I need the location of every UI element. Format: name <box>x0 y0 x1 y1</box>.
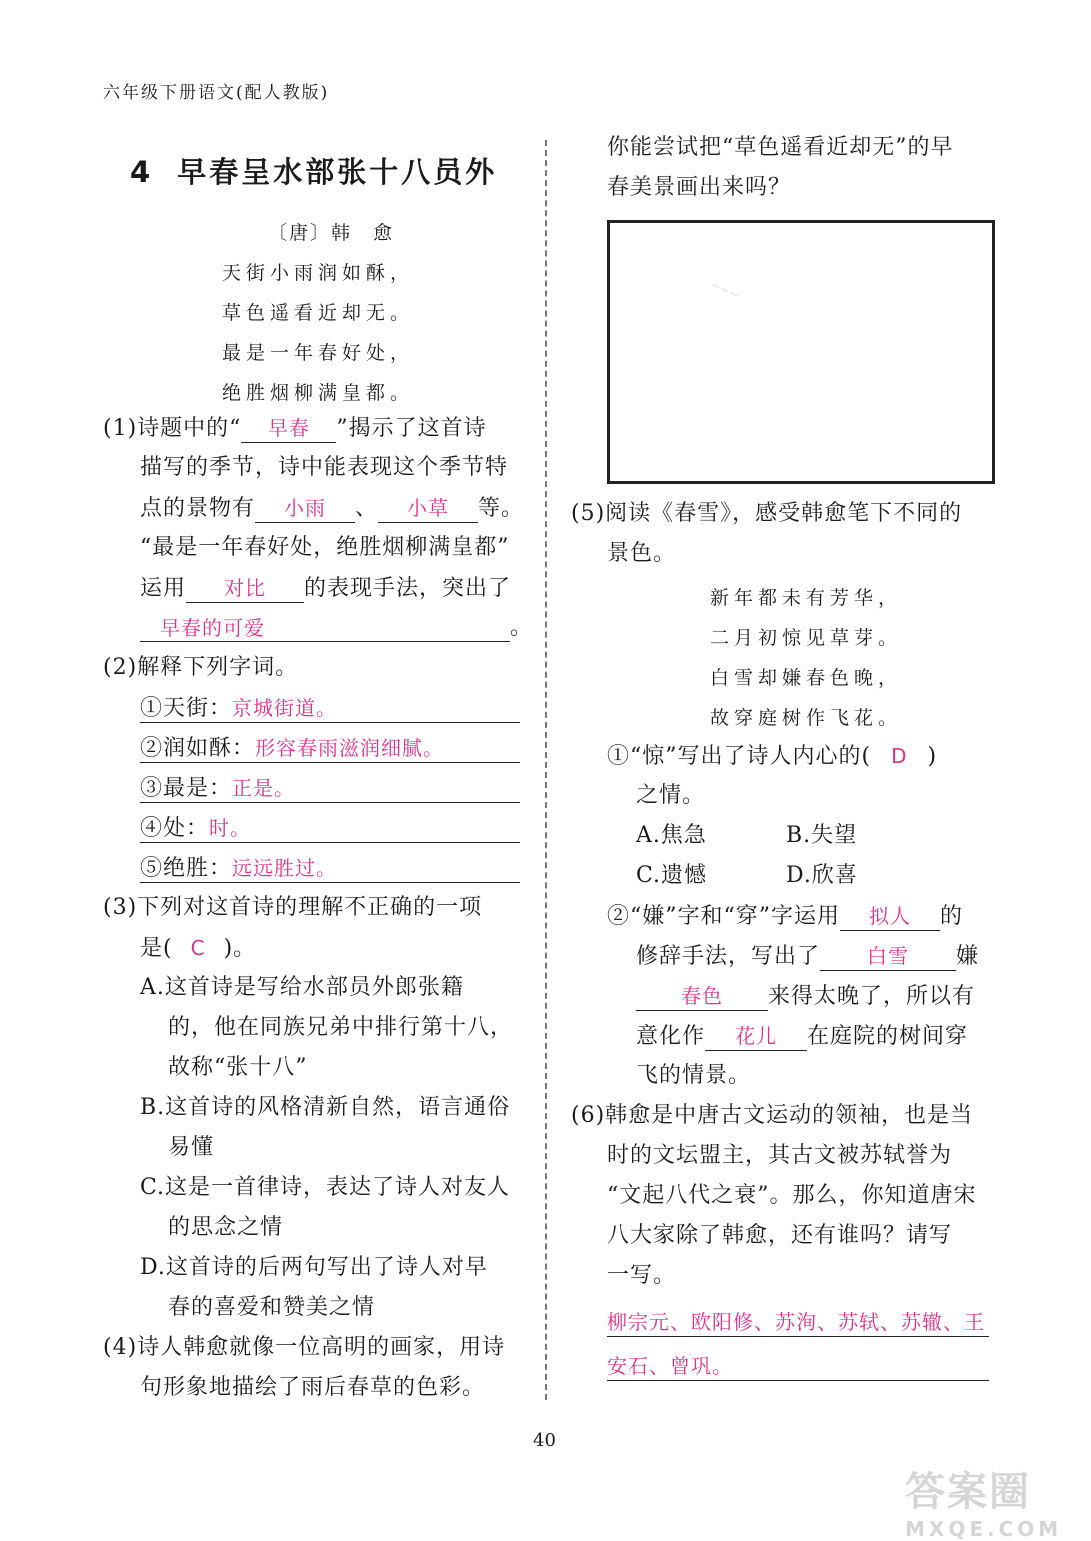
poem-line: 新年都未有芳华， <box>710 587 903 609</box>
q3-option: C.这是一首律诗，表达了诗人对友人 <box>140 1175 511 1200</box>
q2-item: ①天街：京城街道。 <box>140 694 520 723</box>
q1-answer-blank: 早春的可爱 <box>140 614 510 642</box>
q3-line: 是( C )。 <box>140 936 257 961</box>
poem-line: 天街小雨润如酥， <box>222 262 415 284</box>
q5-line: 景色。 <box>607 541 677 566</box>
q1-line: 早春的可爱 。 <box>140 614 533 642</box>
q4-line: (4)诗人韩愈就像一位高明的画家，用诗 <box>103 1335 506 1360</box>
watermark-logo: 答案圈 MXQE.COM <box>905 1469 1063 1541</box>
q1-answer-blank: 早春 <box>241 414 336 443</box>
poem-line: 故穿庭树作飞花。 <box>710 707 903 729</box>
q5-answer: D <box>891 744 908 768</box>
q6-answer-line: 柳宗元、欧阳修、苏洵、苏轼、苏辙、王 <box>607 1308 989 1337</box>
q2-item: ⑤绝胜：远远胜过。 <box>140 854 520 883</box>
q4-line: 句形象地描绘了雨后春草的色彩。 <box>140 1375 486 1400</box>
q1-line: “最是一年春好处，绝胜烟柳满皇都” <box>140 535 510 560</box>
lesson-title <box>130 150 497 191</box>
q1-answer-blank: 对比 <box>186 574 304 603</box>
poem-line: 最是一年春好处， <box>222 342 415 364</box>
q5-answer-blank: 拟人 <box>840 902 940 931</box>
q3-line: (3)下列对这首诗的理解不正确的一项 <box>103 895 483 920</box>
lesson-title-text: 早春呈水部张十八员外 <box>177 155 498 189</box>
q5-line: ②“嫌”字和“穿”字运用 拟人 的 <box>607 904 964 929</box>
q6-line: “文起八代之衰”。那么，你知道唐宋 <box>607 1183 977 1208</box>
q3-option: B.这首诗的风格清新自然，语言通俗 <box>140 1095 511 1120</box>
q5-answer-blank: 白雪 <box>820 942 956 971</box>
q5-answer-blank: 春色 <box>636 982 768 1011</box>
column-divider <box>545 140 547 1400</box>
q6-answer-line: 安石、曾巩。 <box>607 1352 989 1381</box>
q1-line: (1)诗题中的“ 早春 ”揭示了这首诗 <box>103 416 487 441</box>
q3-option: 的思念之情 <box>168 1215 284 1240</box>
q5-line: 飞的情景。 <box>636 1063 752 1088</box>
pencil-mark: ~~~ <box>708 277 742 303</box>
poem-line: 草色遥看近却无。 <box>222 302 415 324</box>
q3-option: 故称“张十八” <box>168 1055 308 1080</box>
q5-answer-blank: 花儿 <box>705 1022 807 1051</box>
poem-author: 〔唐〕韩 愈 <box>268 222 395 244</box>
q2-heading: (2)解释下列字词。 <box>103 655 299 680</box>
q5-option: C.遗憾 <box>636 863 708 888</box>
poem-line: 二月初惊见草芽。 <box>710 627 903 649</box>
running-header: 六年级下册语文(配人教版) <box>103 83 330 103</box>
q5-option: A.焦急 <box>636 823 707 848</box>
q3-option: 易懂 <box>168 1135 215 1160</box>
q1-line: 描写的季节，诗中能表现这个季节特 <box>140 455 509 480</box>
q2-item: ②润如酥：形容春雨滋润细腻。 <box>140 734 520 763</box>
q6-line: 八大家除了韩愈，还有谁吗？请写 <box>607 1223 953 1248</box>
q5-line: 之情。 <box>636 783 706 808</box>
q1-line: 运用 对比 的表现手法，突出了 <box>140 576 512 601</box>
q1-answer-blank: 小草 <box>378 494 478 523</box>
q6-line: (6)韩愈是中唐古文运动的领袖，也是当 <box>571 1103 974 1128</box>
q3-option: D.这首诗的后两句写出了诗人对早 <box>140 1255 488 1280</box>
q3-option: 的，他在同族兄弟中排行第十八， <box>168 1015 514 1040</box>
q5-line: 春色 来得太晚了，所以有 <box>636 982 975 1011</box>
q5-line: ①“惊”写出了诗人内心的( D ) <box>607 744 938 769</box>
poem-line: 绝胜烟柳满皇都。 <box>222 382 415 404</box>
drawing-box <box>607 220 995 484</box>
q3-option: A.这首诗是写给水部员外郎张籍 <box>140 975 464 1000</box>
q5-line: 修辞手法，写出了 白雪 嫌 <box>636 944 980 969</box>
q3-answer: C <box>190 936 206 960</box>
page-number: 40 <box>533 1430 556 1451</box>
q6-line: 一写。 <box>607 1263 677 1288</box>
q5-option: B.失望 <box>786 823 858 848</box>
q4-line: 春美景画出来吗？ <box>607 175 792 200</box>
q6-line: 时的文坛盟主，其古文被苏轼誉为 <box>607 1143 953 1168</box>
lesson-number: 4 <box>130 155 154 189</box>
q5-option: D.欣喜 <box>786 863 858 888</box>
q1-answer-blank: 小雨 <box>255 494 355 523</box>
q1-line: 点的景物有 小雨 、 小草 等。 <box>140 496 525 521</box>
q2-item: ③最是：正是。 <box>140 774 520 803</box>
q5-line: 意化作 花儿 在庭院的树间穿 <box>636 1024 969 1049</box>
poem-line: 白雪却嫌春色晚， <box>710 667 903 689</box>
q4-line: 你能尝试把“草色遥看近却无”的早 <box>607 135 954 160</box>
q2-item: ④处：时。 <box>140 814 520 843</box>
q3-option: 春的喜爱和赞美之情 <box>168 1295 376 1320</box>
q5-line: (5)阅读《春雪》，感受韩愈笔下不同的 <box>571 501 963 526</box>
